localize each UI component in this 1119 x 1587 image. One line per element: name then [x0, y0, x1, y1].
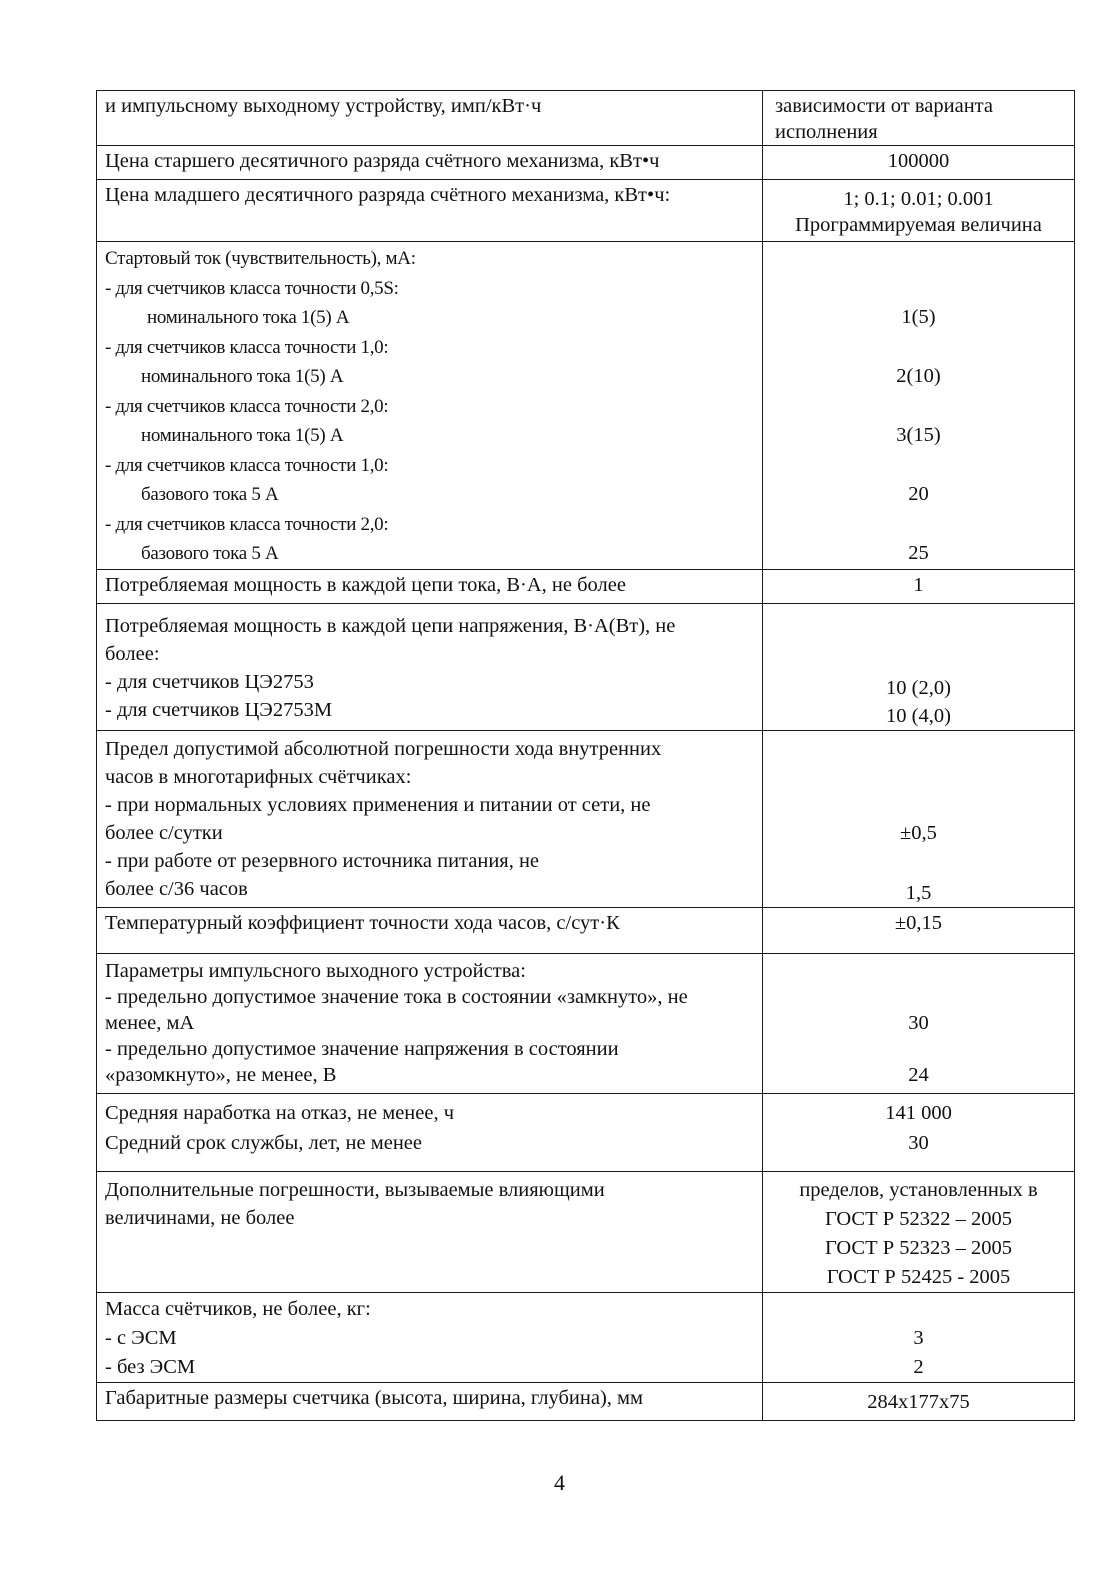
spec-row — [97, 570, 1075, 604]
spec-value: ±0,5 1,5 — [763, 731, 1075, 908]
spec-row — [97, 1383, 1075, 1421]
spec-value: пределов, установленных в ГОСТ Р 52322 – 2005 ГОСТ Р 52323 – 2005 ГОСТ Р 52425 - 2005 — [763, 1172, 1075, 1293]
spec-label: Стартовый ток (чувствительность), мА: - для счетчиков класса точности 0,5S: номинального тока 1(5) А - для счетчиков класса точности 1,0: номинального тока 1(5) А - для счетчиков класса точности 2,0: номинального тока 1(5) А - для счетчиков класса точности 1,0: базового тока 5 А - для счетчиков класса точности 2,0: базового тока 5 А — [97, 242, 763, 570]
spec-label: Габаритные размеры счетчика (высота, ширина, глубина), мм — [97, 1383, 763, 1421]
spec-label: Предел допустимой абсолютной погрешности хода внутренних часов в многотарифных счётчиках: - при нормальных условиях применения и питании от сети, не более с/сутки - при работе от резервного источника питания, не более с/36 часов — [97, 731, 763, 908]
spec-value: 284x177x75 — [763, 1383, 1075, 1421]
spec-label: Потребляемая мощность в каждой цепи тока, В·А, не более — [97, 570, 763, 604]
spec-value: 30 24 — [763, 954, 1075, 1094]
spec-value: 1(5) 2(10) 3(15) 20 25 — [763, 242, 1075, 570]
page-number: 4 — [554, 1470, 565, 1495]
specifications-table — [96, 90, 1075, 1421]
spec-row — [97, 1094, 1075, 1172]
spec-label: Масса счётчиков, не более, кг: - с ЭСМ - без ЭСМ — [97, 1293, 763, 1383]
spec-label: Потребляемая мощность в каждой цепи напряжения, В·А(Вт), не более: - для счетчиков ЦЭ2753 - для счетчиков ЦЭ2753М — [97, 604, 763, 731]
spec-label: Дополнительные погрешности, вызываемые влияющими величинами, не более — [97, 1172, 763, 1293]
spec-row — [97, 180, 1075, 242]
spec-value: 3 2 — [763, 1293, 1075, 1383]
spec-label: Параметры импульсного выходного устройства: - предельно допустимое значение тока в состоянии «замкнуто», не менее, мА - предельно допустимое значение напряжения в состоянии «разомкнуто», не менее, В — [97, 954, 763, 1094]
spec-value: 100000 — [763, 146, 1075, 180]
spec-row — [97, 604, 1075, 731]
spec-label: и импульсному выходному устройству, имп/кВт·ч — [97, 91, 763, 146]
spec-row — [97, 908, 1075, 954]
spec-label: Температурный коэффициент точности хода часов, с/сут·К — [97, 908, 763, 954]
spec-label: Средняя наработка на отказ, не менее, ч Средний срок службы, лет, не менее — [97, 1094, 763, 1172]
spec-row — [97, 1172, 1075, 1293]
spec-value: зависимости от варианта исполнения — [763, 91, 1075, 146]
spec-row — [97, 91, 1075, 146]
spec-value: ±0,15 — [763, 908, 1075, 954]
spec-value: 141 000 30 — [763, 1094, 1075, 1172]
spec-row — [97, 146, 1075, 180]
spec-value: 10 (2,0) 10 (4,0) — [763, 604, 1075, 731]
spec-value: 1; 0.1; 0.01; 0.001 Программируемая величина — [763, 180, 1075, 242]
spec-label: Цена младшего десятичного разряда счётного механизма, кВт•ч: — [97, 180, 763, 242]
spec-row — [97, 731, 1075, 908]
spec-row — [97, 242, 1075, 570]
spec-value: 1 — [763, 570, 1075, 604]
spec-row — [97, 954, 1075, 1094]
spec-label: Цена старшего десятичного разряда счётного механизма, кВт•ч — [97, 146, 763, 180]
spec-row — [97, 1293, 1075, 1383]
